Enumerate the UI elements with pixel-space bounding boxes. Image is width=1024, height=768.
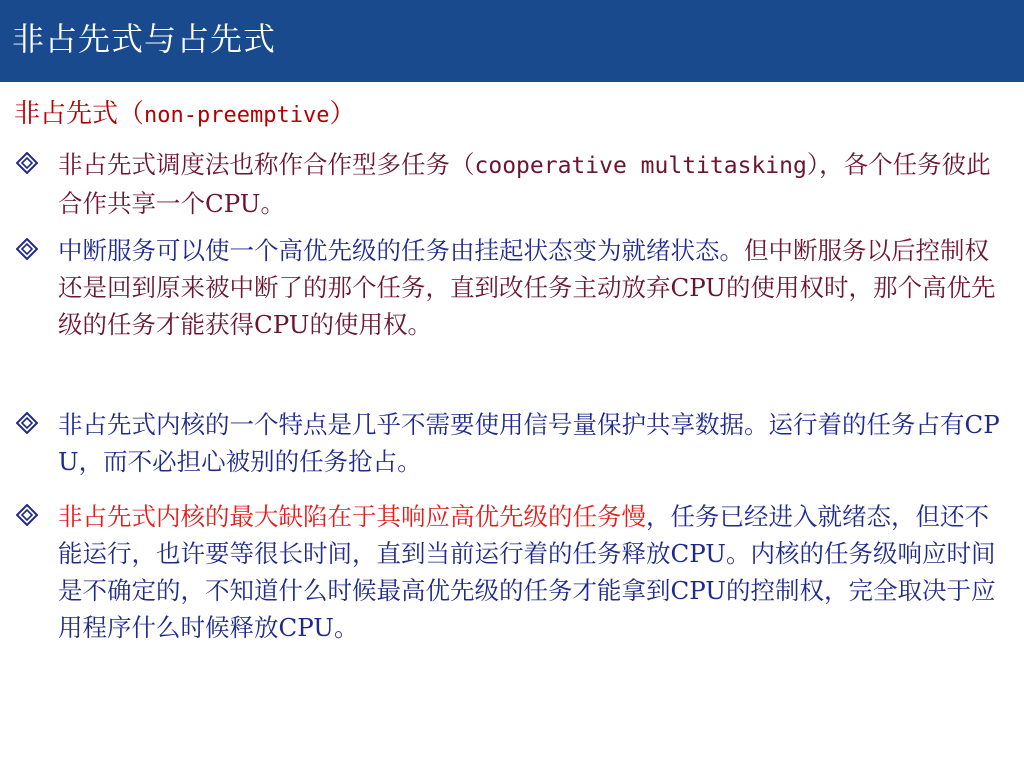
bullet-text-4 xyxy=(16,498,1002,646)
slide-content xyxy=(0,82,1024,768)
diamond-bullet-icon xyxy=(16,152,38,174)
diamond-bullet-icon xyxy=(16,412,38,434)
bullet-1-run-2: cooperative multitasking xyxy=(474,153,807,179)
bullet-item-2 xyxy=(16,232,1002,343)
bullet-2-run-1: 中断服务可以使一个高优先级的任务由挂起状态变为就绪状态。 xyxy=(58,236,744,265)
subtitle-paren-close: ） xyxy=(329,99,356,129)
slide-title: 非占先式与占先式 xyxy=(12,20,277,58)
bullet-4-run-1: 非占先式内核的最大缺陷在于其响应高优先级的任务慢 xyxy=(58,502,646,531)
subtitle-paren-open: （ xyxy=(118,99,145,129)
diamond-bullet-icon xyxy=(16,238,38,260)
bullet-1-run-1: 非占先式调度法也称作合作型多任务（ xyxy=(58,150,475,179)
bullet-item-1 xyxy=(16,146,1002,222)
bullet-text-1 xyxy=(16,146,1002,222)
subtitle-prefix: 非占先式 xyxy=(14,99,119,129)
bullet-1-run-3: ），各个任务彼此合作共享一个CPU。 xyxy=(58,150,991,218)
title-bar xyxy=(0,0,1024,82)
bullet-4-run-2: ，任务已经进入就绪态，但还不能运行，也许要等很长时间，直到当前运行着的任务释放CPU。内核的任务级响应时间是不确定的，不知道什么时候最高优先级的任务才能拿到CPU的控制权，完全取决于应用程序什么时候释放CPU。 xyxy=(58,502,996,642)
subtitle-term: non-preemptive xyxy=(144,103,330,128)
bullet-item-4 xyxy=(16,498,1002,646)
bullet-text-2 xyxy=(16,232,1002,343)
bullet-3-run-1: 非占先式内核的一个特点是几乎不需要使用信号量保护共享数据。运行着的任务占有CPU，而不必担心被别的任务抢占。 xyxy=(58,410,1000,476)
bullet-item-3 xyxy=(16,406,1002,480)
section-subtitle xyxy=(14,98,355,132)
diamond-bullet-icon xyxy=(16,504,38,526)
bullet-2-run-2: 但中断服务以后控制权还是回到原来被中断了的那个任务，直到改任务主动放弃CPU的使用权时，那个高优先级的任务才能获得CPU的使用权。 xyxy=(58,236,996,339)
bullet-text-3 xyxy=(16,406,1002,480)
